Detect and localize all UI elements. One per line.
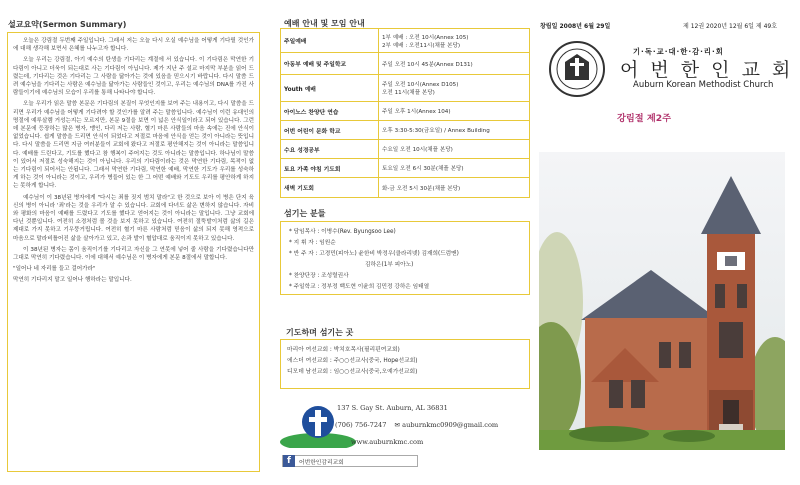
sermon-heading: 설교요약(Sermon Summary): [8, 20, 127, 29]
church-photo: [539, 152, 785, 450]
schedule-time: 오후 3:30-5:30(금요일) / Annex Building: [379, 121, 530, 140]
schedule-name: 아이노스 찬양단 연습: [281, 102, 379, 121]
schedule-name: 새벽 기도회: [281, 178, 379, 198]
sermon-paragraph: 예수님이 이 38년된 병자에게 "다시는 죄를 짓지 범치 말라"고 한 것으로 보아 이 병은 단지 육신의 병이 아니라 '죄'라는 것을 우리가 알 수 있습니다. 교회에 다녀도 삶은 변하지 않습니다. 자비와 평화의 마음이 예배를 드렸다고 기도를 했다고 얻어지는 것이 아니라는 말입니다. 그냥 교회에 다닌 것뿐입니다. 여전히 소경처럼 볼 것을 보지 못하고 있습니다. 여전히 절뚝발이처럼 삶의 길은 제대로 가지 못하고 기우뚱거립니다. 여전히 혈기 마른 사람처럼 믿음이 삶의 되지 못해 영적으로 마음으로 말라비틀어진 삶을 살아가고 있고, 손과 발이 혈압대로 움직이지 못하고 있습니다.: [13, 194, 254, 242]
helper-line: * 찬양단장 : 조성렬권사: [289, 273, 349, 279]
schedule-row: [281, 102, 530, 121]
schedule-row: [281, 159, 530, 178]
church-website[interactable]: www.auburnkmc.com: [351, 438, 424, 446]
envelope-icon: ✉: [394, 421, 401, 429]
sermon-paragraph: 오늘은 강림절 두번째 주일입니다. 그래서 저는 오늘 다시 오실 예수님을 어떻게 기다릴 것인가에 대해 생각해 보면서 은혜를 나누고자 합니다.: [13, 38, 254, 53]
liturgical-season: 강림절 제2주: [617, 113, 671, 124]
schedule-name: 토요 가족 야침 기도회: [281, 159, 379, 178]
issue-number: 제 12권 2020년 12월 6일 제 49호: [683, 23, 778, 30]
sermon-paragraph: 오늘 우리가 읽은 말씀 본문은 기다림의 본질이 무엇인지를 보여 주는 내용이고, 다시 말씀을 드리면 우리가 예수님을 어떻게 기다려야 할 것인가를 알려 주는 말씀입니다. 예수님이 이런 유대인의 명절에 예루살렘 거성는지는 모르지만, 본문 9절을 보면 이 넓은 안식일이라고 되어 있습니다. 그런데 본문에 등장하는 많은 병자, 맹인, 다리 저는 사람, 혈기 마른 사람들의 마음 속에는 진에 안식이 없었습니다. 쉽게 말씀을 드리면 안식이 되었다고 저절로 마음에 안식을 얻는 것이 아니라는 뜻입니다. 다시 말씀을 드리면 지금 여러분들이 교회에 왔다고 저절로 평안해지는 것이 아니라는 말씀입니다. 예배를 드린다고, 기도를 했다고 참 행복이 주어지는 것도 아니라는 말씀입니다. 하나님이 말씀이 있어서 저절로 성숙해지는 것이 아닙니다. 우리의 기다림이라는 것은 막연한 기다림, 목적이 없는 기다림이 되어서는 안됩니다. 그래서 막연한 기다림, 막연한 예배, 막연한 기도가 우리를 성숙하게 하는 것이 아니라는 것이고, 우리가 병들어 있는 한 그 어떤 예배와 기도도 우리를 평안하게 하지는 못하게 합니다.: [13, 101, 254, 190]
facebook-page-name: 어번한인감리교회: [299, 459, 344, 466]
schedule-time: 토요일 오전 6시 30분(채플 본당): [379, 159, 530, 178]
prayer-heading: 기도하며 섬기는 곳: [286, 328, 354, 337]
schedule-name: 아동부 예배 및 주일학교: [281, 53, 379, 75]
sermon-panel: [0, 0, 268, 485]
facebook-icon: f: [283, 455, 295, 467]
sermon-box: [7, 32, 260, 472]
helper-line: * 반 주 자 : 고경민(피아노) 윤한비 박정우(클라리넷) 김재희(드럼맨): [289, 251, 459, 257]
founded-date: 창립일 2008년 6월 29일: [540, 23, 611, 30]
church-email[interactable]: auburnkmc0909@gmail.com: [402, 421, 499, 429]
sermon-paragraph: 이 38년된 병자는 몸이 움직이기를 기다리고 자신을 그 연못에 넣어 줄 사람을 기다렸습니다만 그대로 막연히 기다렸습니다. 이에 대해서 예수님은 이 병자에게 본문 8절에서 말합니다.: [13, 246, 254, 262]
schedule-time: 주일 오전 10시 45분(Annex D131): [379, 53, 530, 75]
schedule-time: 주일 오전 10시(Annex D105) 오전 11시(채플 본당): [379, 75, 530, 102]
schedule-row: [281, 75, 530, 102]
denomination-subtitle: 기·독·교·대·한·감·리·회: [633, 47, 724, 56]
church-phone: (706) 756-7247: [335, 421, 387, 429]
facebook-link[interactable]: [282, 455, 418, 467]
schedule-row: [281, 29, 530, 53]
church-name-ko: 어 번 한 인 교 회: [620, 59, 794, 81]
schedule-name: Youth 예배: [281, 75, 379, 102]
prayer-box: [280, 339, 530, 389]
schedule-time: 주일 오후 1시(Annex 104): [379, 102, 530, 121]
helpers-box: [280, 221, 530, 295]
church-seal-icon: [548, 40, 606, 98]
helper-line: 김하은(1부 피아노): [365, 262, 414, 268]
prayer-line: 에스더 여선교회 : 주○○선교사(중국, Hope선교회): [287, 358, 418, 364]
schedule-time: 화-금 오전 5시 30분(채플 본당): [379, 178, 530, 198]
prayer-line: 마리아 여선교회 : 박치호목사(필리핀여교회): [287, 347, 400, 353]
helper-line: * 주일학교 : 정부정 백도현 이윤희 김민정 강하은 임태열: [289, 284, 430, 290]
schedule-time: 1부 예배 : 오전 10시(Annex 105) 2부 예배 : 오전11시(채플 본당): [379, 29, 530, 53]
prayer-line: 디모데 남선교회 : 임○○선교사(중국,오예가선교회): [287, 369, 418, 375]
info-panel: [272, 0, 536, 485]
schedule-row: [281, 178, 530, 198]
helper-line: * 담임목사 : 이병수(Rev. Byungsoo Lee): [289, 229, 396, 235]
schedule-heading: 예배 안내 및 모임 안내: [284, 19, 365, 28]
sermon-paragraph: 오늘 우리는 강림절, 아기 예수의 탄생을 기다리는 계절에 서 있습니다. 이 기다림은 막연한 기다림이 아니고 더욱이 되는대로 사는 기다림이 아닙니다. 제가 지난 주 설교 마지막 부분을 읽어 드렸는데, 기다리는 것은 기다리는 그 사람을 닮아가는 것에 있음을 믿으시기 바랍니다. 다시 말씀 드려 예수님을 기다리는 사람은 예수님을 닮아가는 사람들인 것이고, 우리는 예수님의 DNA를 가진 사람들이기에 예수님의 모습이 우리를 통해 나타나야 합니다.: [13, 57, 254, 97]
church-address: 137 S. Gay St. Auburn, AL 36831: [337, 404, 448, 412]
schedule-name: 어번 어린이 문화 학교: [281, 121, 379, 140]
schedule-row: [281, 121, 530, 140]
schedule-table: [280, 28, 530, 198]
schedule-time: 수요일 오전 10시(채플 본당): [379, 140, 530, 159]
helper-line: * 지 휘 자 : 임원순: [289, 240, 336, 246]
schedule-row: [281, 53, 530, 75]
schedule-name: 수요 성경공부: [281, 140, 379, 159]
helpers-heading: 섬기는 분들: [284, 209, 326, 218]
schedule-row: [281, 140, 530, 159]
sermon-paragraph: 막연히 기다리지 말고 일어나 행하라는 말입니다.: [13, 277, 132, 284]
schedule-name: 주일예배: [281, 29, 379, 53]
sermon-quote: "일어나 네 자리를 들고 걸어가라": [13, 266, 96, 273]
church-name-en: Auburn Korean Methodist Church: [633, 80, 774, 90]
